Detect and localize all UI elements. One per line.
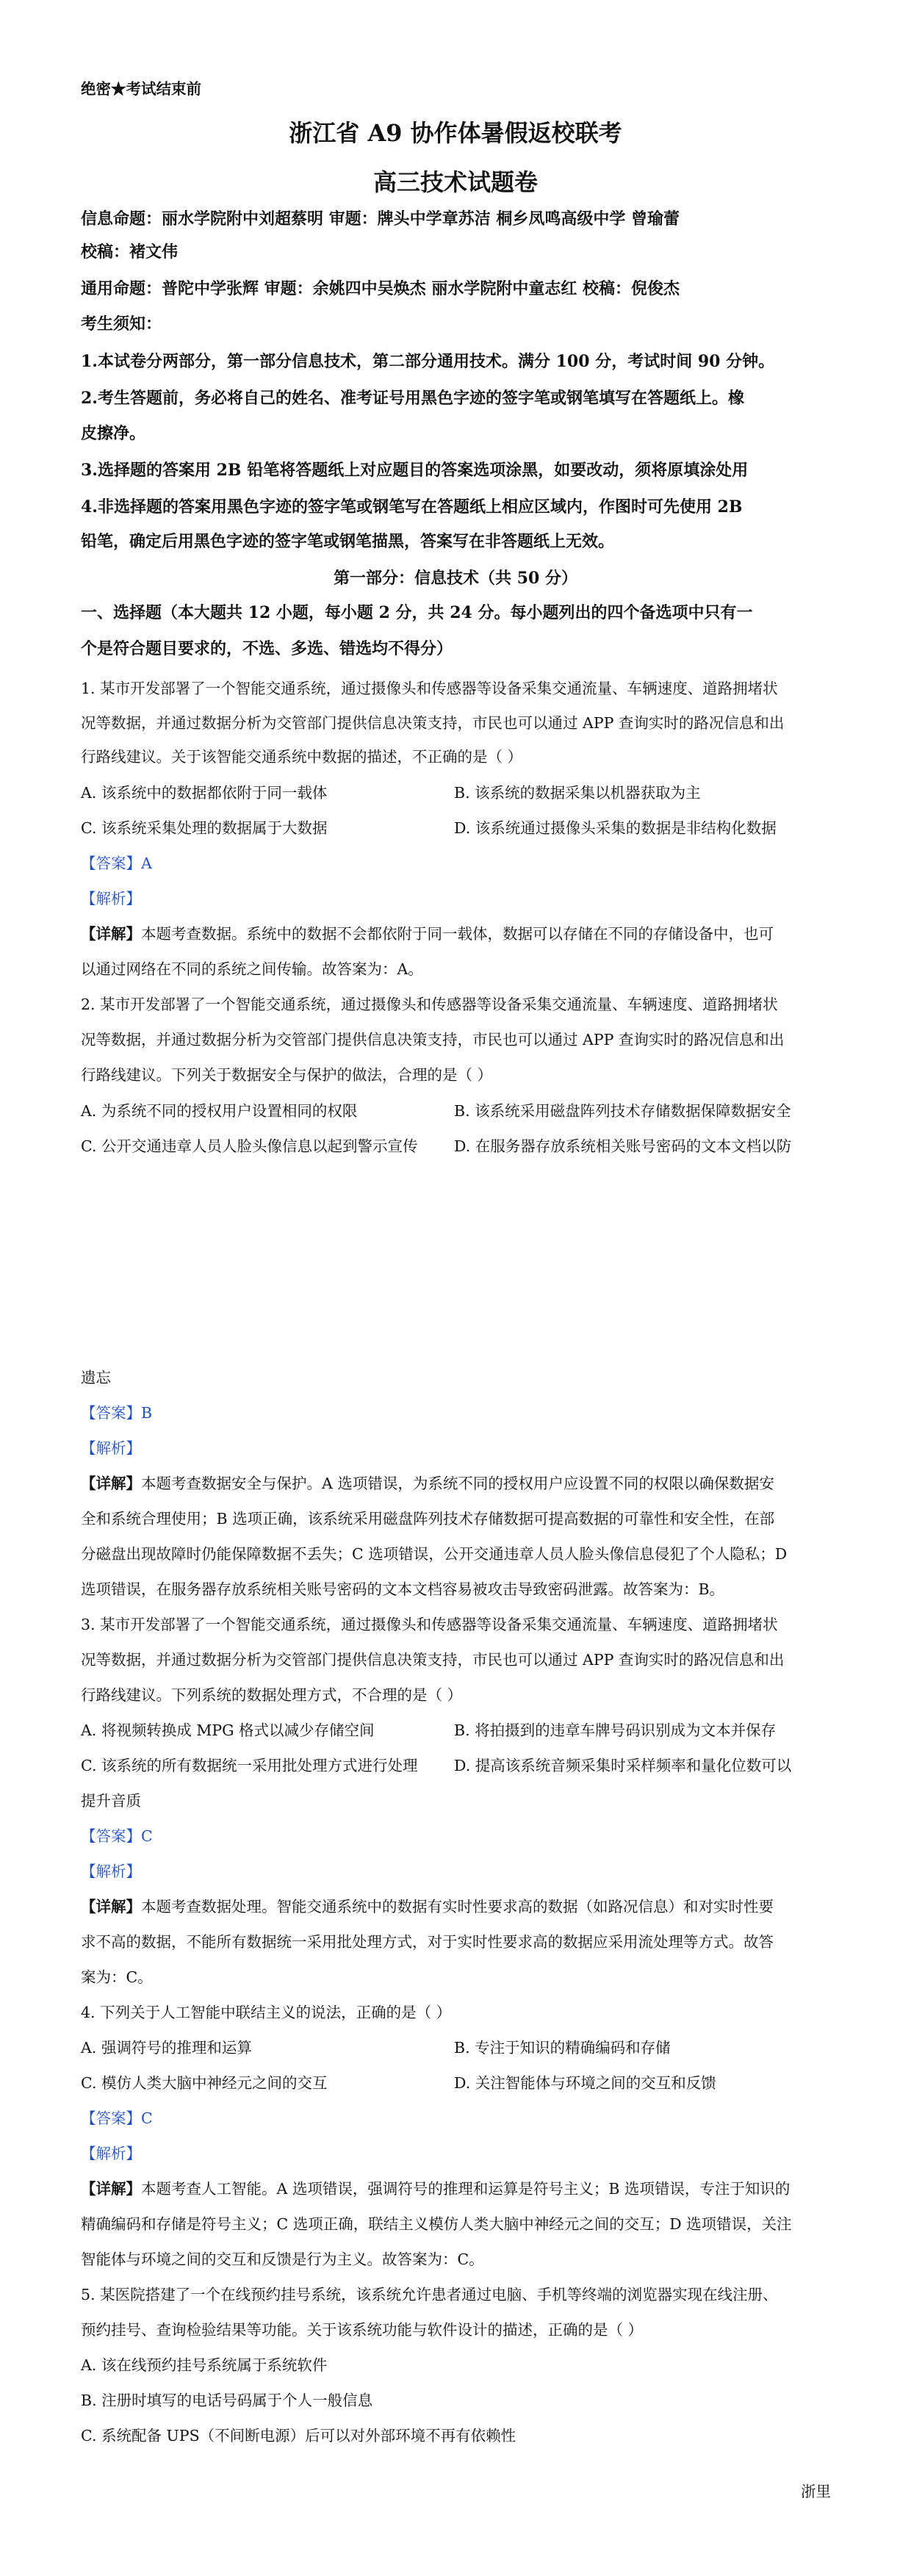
notice-2: 2.考生答题前，务必将自己的姓名、准考证号用黑色字迹的签字笔或钢笔填写在答题纸上。橡: [81, 389, 744, 408]
exam-title: 浙江省 A9 协作体暑假返校联考: [289, 119, 622, 147]
q1-detail-text: 本题考查数据。系统中的数据不会都依附于同一载体，数据可以存储在不同的存储设备中，也可: [141, 925, 774, 943]
q4-option-a: A. 强调符号的推理和运算: [81, 2039, 252, 2057]
q2-answer-value: B: [141, 1404, 153, 1422]
q3-option-c: C. 该系统的所有数据统一采用批处理方式进行处理: [81, 1757, 418, 1774]
q2-option-b: B. 该系统采用磁盘阵列技术存储数据保障数据安全: [454, 1102, 791, 1120]
q2-option-d-cont: 遗忘: [81, 1369, 111, 1386]
q2-stem-line: 行路线建议。下列关于数据安全与保护的做法，合理的是（ ）: [81, 1066, 493, 1084]
q4-answer-value: C: [141, 2109, 153, 2127]
q4-detail-line: 智能体与环境之间的交互和反馈是行为主义。故答案为：C。: [81, 2251, 484, 2268]
q4-option-b: B. 专注于知识的精确编码和存储: [454, 2039, 671, 2057]
q1-stem-line: 1. 某市开发部署了一个智能交通系统，通过摄像头和传感器等设备采集交通流量、车辆速度、道路拥堵状: [81, 680, 778, 697]
q2-detail-line: [81, 1471, 774, 1493]
q3-option-a: A. 将视频转换成 MPG 格式以减少存储空间: [81, 1721, 375, 1739]
q4-detail-line: [81, 2176, 790, 2198]
q1-detail-line: 以通过网络在不同的系统之间传输。故答案为：A。: [81, 960, 423, 978]
page-footer: 浙里: [801, 2483, 831, 2500]
q2-detail-line: 分磁盘出现故障时仍能保障数据不丢失；C 选项错误，公开交通违章人员人脸头像信息侵犯了个人隐私；D: [81, 1545, 788, 1563]
detail-label: 【详解】: [81, 2180, 141, 2198]
q3-detail-line: [81, 1894, 774, 1916]
q2-option-a: A. 为系统不同的授权用户设置相同的权限: [81, 1102, 358, 1120]
credits-line-2: 校稿：褚文伟: [81, 242, 179, 262]
q4-stem-line: 4. 下列关于人工智能中联结主义的说法，正确的是（ ）: [81, 2004, 452, 2021]
notice-3: 3.选择题的答案用 2B 铅笔将答题纸上对应题目的答案选项涂黑，如要改动，须将原填涂处用: [81, 461, 749, 480]
q2-stem-line: 2. 某市开发部署了一个智能交通系统，通过摄像头和传感器等设备采集交通流量、车辆速度、道路拥堵状: [81, 996, 778, 1013]
q3-detail-text: 本题考查数据处理。智能交通系统中的数据有实时性要求高的数据（如路况信息）和对实时性要: [141, 1898, 774, 1915]
q4-answer: [81, 2106, 153, 2128]
q4-detail-text: 本题考查人工智能。A 选项错误，强调符号的推理和运算是符号主义；B 选项错误，专注于知识的: [141, 2180, 791, 2198]
q1-option-d: D. 该系统通过摄像头采集的数据是非结构化数据: [454, 819, 777, 837]
exam-subtitle: 高三技术试题卷: [372, 168, 538, 196]
q3-option-d: D. 提高该系统音频采集时采样频率和量化位数可以: [454, 1757, 792, 1774]
q3-option-b: B. 将拍摄到的违章车牌号码识别成为文本并保存: [454, 1721, 777, 1739]
notice-1: 1.本试卷分两部分，第一部分信息技术，第二部分通用技术。满分 100 分，考试时间 90 分钟。: [81, 352, 775, 371]
notice-title: 考生须知：: [81, 314, 162, 334]
notice-2-cont: 皮擦净。: [81, 424, 146, 443]
q2-detail-line: 选项错误，在服务器存放系统相关账号密码的文本文档容易被攻击导致密码泄露。故答案为：B。: [81, 1580, 725, 1598]
section-title: 第一部分：信息技术（共 50 分）: [334, 569, 577, 588]
q3-stem-line: 况等数据，并通过数据分析为交管部门提供信息决策支持，市民也可以通过 APP 查询实时的路况信息和出: [81, 1651, 785, 1669]
q3-stem-line: 行路线建议。下列系统的数据处理方式，不合理的是（ ）: [81, 1686, 463, 1704]
q2-analysis-label: 【解析】: [81, 1439, 141, 1457]
q1-stem-line: 行路线建议。关于该智能交通系统中数据的描述，不正确的是（ ）: [81, 748, 523, 766]
q2-option-c: C. 公开交通违章人员人脸头像信息以起到警示宣传: [81, 1137, 418, 1155]
detail-label: 【详解】: [81, 1898, 141, 1915]
q4-option-d: D. 关注智能体与环境之间的交互和反馈: [454, 2074, 716, 2092]
q1-option-a: A. 该系统中的数据都依附于同一载体: [81, 784, 328, 802]
q2-option-d: D. 在服务器存放系统相关账号密码的文本文档以防: [454, 1137, 792, 1155]
q2-detail-line: 全和系统合理使用；B 选项正确，该系统采用磁盘阵列技术存储数据可提高数据的可靠性和安全性，在部: [81, 1510, 775, 1528]
q2-answer: [81, 1400, 152, 1422]
answer-label: 【答案】: [81, 1827, 141, 1845]
q3-option-d-cont: 提升音质: [81, 1792, 141, 1810]
q3-answer: [81, 1824, 153, 1846]
q2-detail-text: 本题考查数据安全与保护。A 选项错误，为系统不同的授权用户应设置不同的权限以确保数据安: [141, 1475, 774, 1492]
part1-intro: 一、选择题（本大题共 12 小题，每小题 2 分，共 24 分。每小题列出的四个备选项中只有一: [81, 603, 753, 622]
answer-label: 【答案】: [81, 1404, 141, 1422]
secret-label: 绝密★考试结束前: [81, 80, 201, 98]
credits-line-3: 通用命题：普陀中学张辉 审题：余姚四中吴焕杰 丽水学院附中童志红 校稿：倪俊杰: [81, 279, 680, 298]
q1-answer: [81, 851, 152, 873]
credits-line-1: 信息命题：丽水学院附中刘超蔡明 审题：牌头中学章苏洁 桐乡凤鸣高级中学 曾瑜蕾: [81, 209, 680, 229]
answer-label: 【答案】: [81, 855, 141, 872]
notice-4-cont: 铅笔，确定后用黑色字迹的签字笔或钢笔描黑，答案写在非答题纸上无效。: [81, 532, 615, 551]
q3-stem-line: 3. 某市开发部署了一个智能交通系统，通过摄像头和传感器等设备采集交通流量、车辆速度、道路拥堵状: [81, 1616, 778, 1633]
q3-answer-value: C: [141, 1827, 153, 1845]
q4-detail-line: 精确编码和存储是符号主义；C 选项正确，联结主义模仿人类大脑中神经元之间的交互；D 选项错误，关注: [81, 2215, 792, 2233]
q1-analysis-label: 【解析】: [81, 890, 141, 907]
q4-option-c: C. 模仿人类大脑中神经元之间的交互: [81, 2074, 328, 2092]
q5-option-a: A. 该在线预约挂号系统属于系统软件: [81, 2356, 328, 2374]
q1-option-c: C. 该系统采集处理的数据属于大数据: [81, 819, 328, 837]
q1-detail-line: [81, 921, 774, 943]
q1-option-b: B. 该系统的数据采集以机器获取为主: [454, 784, 701, 802]
q2-stem-line: 况等数据，并通过数据分析为交管部门提供信息决策支持，市民也可以通过 APP 查询实时的路况信息和出: [81, 1031, 785, 1048]
answer-label: 【答案】: [81, 2109, 141, 2127]
q5-option-b: B. 注册时填写的电话号码属于个人一般信息: [81, 2392, 373, 2409]
detail-label: 【详解】: [81, 1475, 141, 1492]
q5-stem-line: 预约挂号、查询检验结果等功能。关于该系统功能与软件设计的描述，正确的是（ ）: [81, 2321, 644, 2339]
q1-answer-value: A: [141, 855, 152, 872]
q3-detail-line: 案为：C。: [81, 1968, 153, 1986]
part1-intro-cont: 个是符合题目要求的，不选、多选、错选均不得分）: [81, 639, 453, 658]
detail-label: 【详解】: [81, 925, 141, 943]
notice-4: 4.非选择题的答案用黑色字迹的签字笔或钢笔写在答题纸上相应区域内，作图时可先使用 2B: [81, 497, 743, 517]
q3-detail-line: 求不高的数据，不能所有数据统一采用批处理方式，对于实时性要求高的数据应采用流处理等方式。故答: [81, 1933, 774, 1951]
q5-stem-line: 5. 某医院搭建了一个在线预约挂号系统，该系统允许患者通过电脑、手机等终端的浏览器实现在线注册、: [81, 2286, 778, 2303]
q1-stem-line: 况等数据，并通过数据分析为交管部门提供信息决策支持，市民也可以通过 APP 查询实时的路况信息和出: [81, 714, 785, 732]
q3-analysis-label: 【解析】: [81, 1863, 141, 1880]
q4-analysis-label: 【解析】: [81, 2145, 141, 2162]
q5-option-c: C. 系统配备 UPS（不间断电源）后可以对外部环境不再有依赖性: [81, 2427, 516, 2444]
